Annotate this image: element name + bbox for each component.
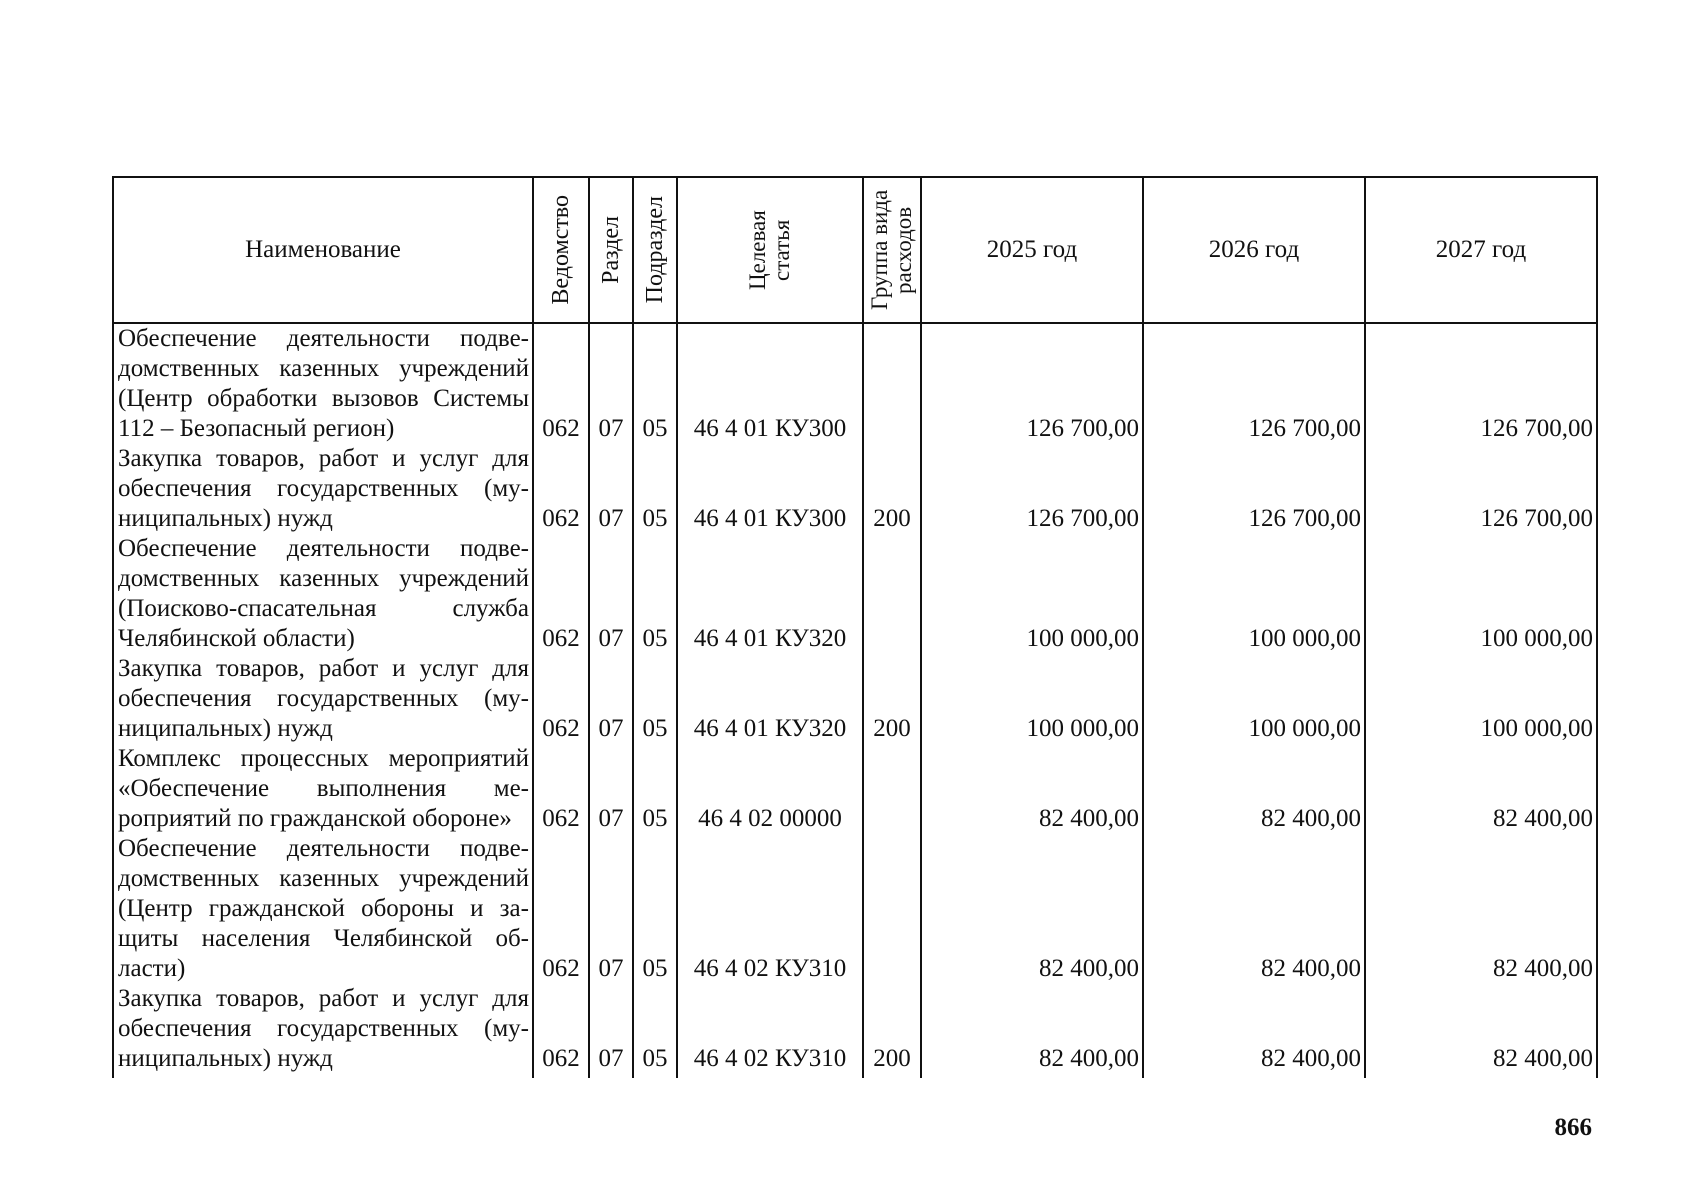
cell-tselevaya-statya: 46 4 02 КУ310 (677, 984, 863, 1078)
table-header (113, 177, 1597, 323)
cell-2026: 126 700,00 (1143, 444, 1365, 534)
cell-tselevaya-statya: 46 4 01 КУ320 (677, 654, 863, 744)
cell-name: Обеспечение деятельности подведомственных казенных учреждений (Поисково-спасательная служба Челябинской области) (113, 534, 533, 654)
cell-gruppa (863, 834, 921, 984)
cell-2027: 126 700,00 (1365, 444, 1597, 534)
header-podrazdel (633, 177, 677, 323)
header-tselevaya-statya (677, 177, 863, 323)
cell-2025: 100 000,00 (921, 654, 1143, 744)
cell-gruppa (863, 534, 921, 654)
header-name: Наименование (113, 177, 533, 323)
cell-2027: 126 700,00 (1365, 323, 1597, 444)
cell-podrazdel: 05 (633, 984, 677, 1078)
cell-gruppa: 200 (863, 654, 921, 744)
table-row (113, 984, 1597, 1078)
cell-2026: 82 400,00 (1143, 744, 1365, 834)
cell-2025: 82 400,00 (921, 834, 1143, 984)
cell-2025: 82 400,00 (921, 984, 1143, 1078)
cell-tselevaya-statya: 46 4 01 КУ300 (677, 444, 863, 534)
header-podrazdel-label: Подраздел (642, 196, 668, 304)
cell-name: Закупка товаров, работ и услуг для обеспечения государственных (муниципальных) нужд (113, 444, 533, 534)
cell-name: Комплекс процессных мероприятий «Обеспечение выполнения мероприятий по гражданской обороне» (113, 744, 533, 834)
cell-razdel: 07 (589, 534, 633, 654)
cell-gruppa: 200 (863, 444, 921, 534)
cell-vedomstvo: 062 (533, 984, 589, 1078)
cell-podrazdel: 05 (633, 744, 677, 834)
budget-table (112, 176, 1598, 1078)
cell-gruppa (863, 744, 921, 834)
cell-2027: 100 000,00 (1365, 654, 1597, 744)
header-vedomstvo (533, 177, 589, 323)
cell-podrazdel: 05 (633, 834, 677, 984)
table-body (113, 323, 1597, 1078)
header-2027: 2027 год (1365, 177, 1597, 323)
header-gruppa-label: Группа вида расходов (867, 189, 916, 311)
table-row (113, 654, 1597, 744)
cell-razdel: 07 (589, 834, 633, 984)
cell-podrazdel: 05 (633, 444, 677, 534)
header-row (113, 177, 1597, 323)
header-gruppa-vida-raskhodov (863, 177, 921, 323)
cell-vedomstvo: 062 (533, 744, 589, 834)
cell-vedomstvo: 062 (533, 444, 589, 534)
header-2025: 2025 год (921, 177, 1143, 323)
cell-name: Обеспечение деятельности подведомственных казенных учреждений (Центр обработки вызовов Системы 112 – Безопасный регион) (113, 323, 533, 444)
cell-2025: 100 000,00 (921, 534, 1143, 654)
cell-razdel: 07 (589, 744, 633, 834)
cell-2026: 82 400,00 (1143, 834, 1365, 984)
header-razdel-label: Раздел (598, 216, 624, 284)
cell-2025: 126 700,00 (921, 323, 1143, 444)
cell-podrazdel: 05 (633, 534, 677, 654)
cell-vedomstvo: 062 (533, 534, 589, 654)
cell-podrazdel: 05 (633, 323, 677, 444)
cell-name: Закупка товаров, работ и услуг для обеспечения государственных (муниципальных) нужд (113, 654, 533, 744)
cell-2027: 82 400,00 (1365, 744, 1597, 834)
cell-2026: 82 400,00 (1143, 984, 1365, 1078)
cell-vedomstvo: 062 (533, 834, 589, 984)
cell-gruppa (863, 323, 921, 444)
table-row (113, 744, 1597, 834)
cell-vedomstvo: 062 (533, 654, 589, 744)
cell-tselevaya-statya: 46 4 01 КУ320 (677, 534, 863, 654)
table-row (113, 834, 1597, 984)
cell-2025: 126 700,00 (921, 444, 1143, 534)
table-row (113, 444, 1597, 534)
header-razdel (589, 177, 633, 323)
cell-name: Закупка товаров, работ и услуг для обеспечения государственных (муниципальных) нужд (113, 984, 533, 1078)
header-2026: 2026 год (1143, 177, 1365, 323)
cell-vedomstvo: 062 (533, 323, 589, 444)
cell-gruppa: 200 (863, 984, 921, 1078)
page-number: 866 (1554, 1114, 1592, 1141)
cell-razdel: 07 (589, 444, 633, 534)
cell-2027: 100 000,00 (1365, 534, 1597, 654)
cell-name: Обеспечение деятельности подведомственных казенных учреждений (Центр гражданской обороны и защиты населения Челябинской области) (113, 834, 533, 984)
table-row (113, 534, 1597, 654)
cell-tselevaya-statya: 46 4 02 00000 (677, 744, 863, 834)
header-vedomstvo-label: Ведомство (548, 195, 574, 305)
table-row (113, 323, 1597, 444)
cell-2026: 100 000,00 (1143, 534, 1365, 654)
cell-2026: 126 700,00 (1143, 323, 1365, 444)
cell-2025: 82 400,00 (921, 744, 1143, 834)
cell-tselevaya-statya: 46 4 01 КУ300 (677, 323, 863, 444)
cell-2026: 100 000,00 (1143, 654, 1365, 744)
cell-razdel: 07 (589, 654, 633, 744)
cell-razdel: 07 (589, 984, 633, 1078)
cell-razdel: 07 (589, 323, 633, 444)
cell-podrazdel: 05 (633, 654, 677, 744)
header-tselevaya-statya-label: Целевая статья (745, 210, 794, 290)
cell-tselevaya-statya: 46 4 02 КУ310 (677, 834, 863, 984)
cell-2027: 82 400,00 (1365, 984, 1597, 1078)
cell-2027: 82 400,00 (1365, 834, 1597, 984)
